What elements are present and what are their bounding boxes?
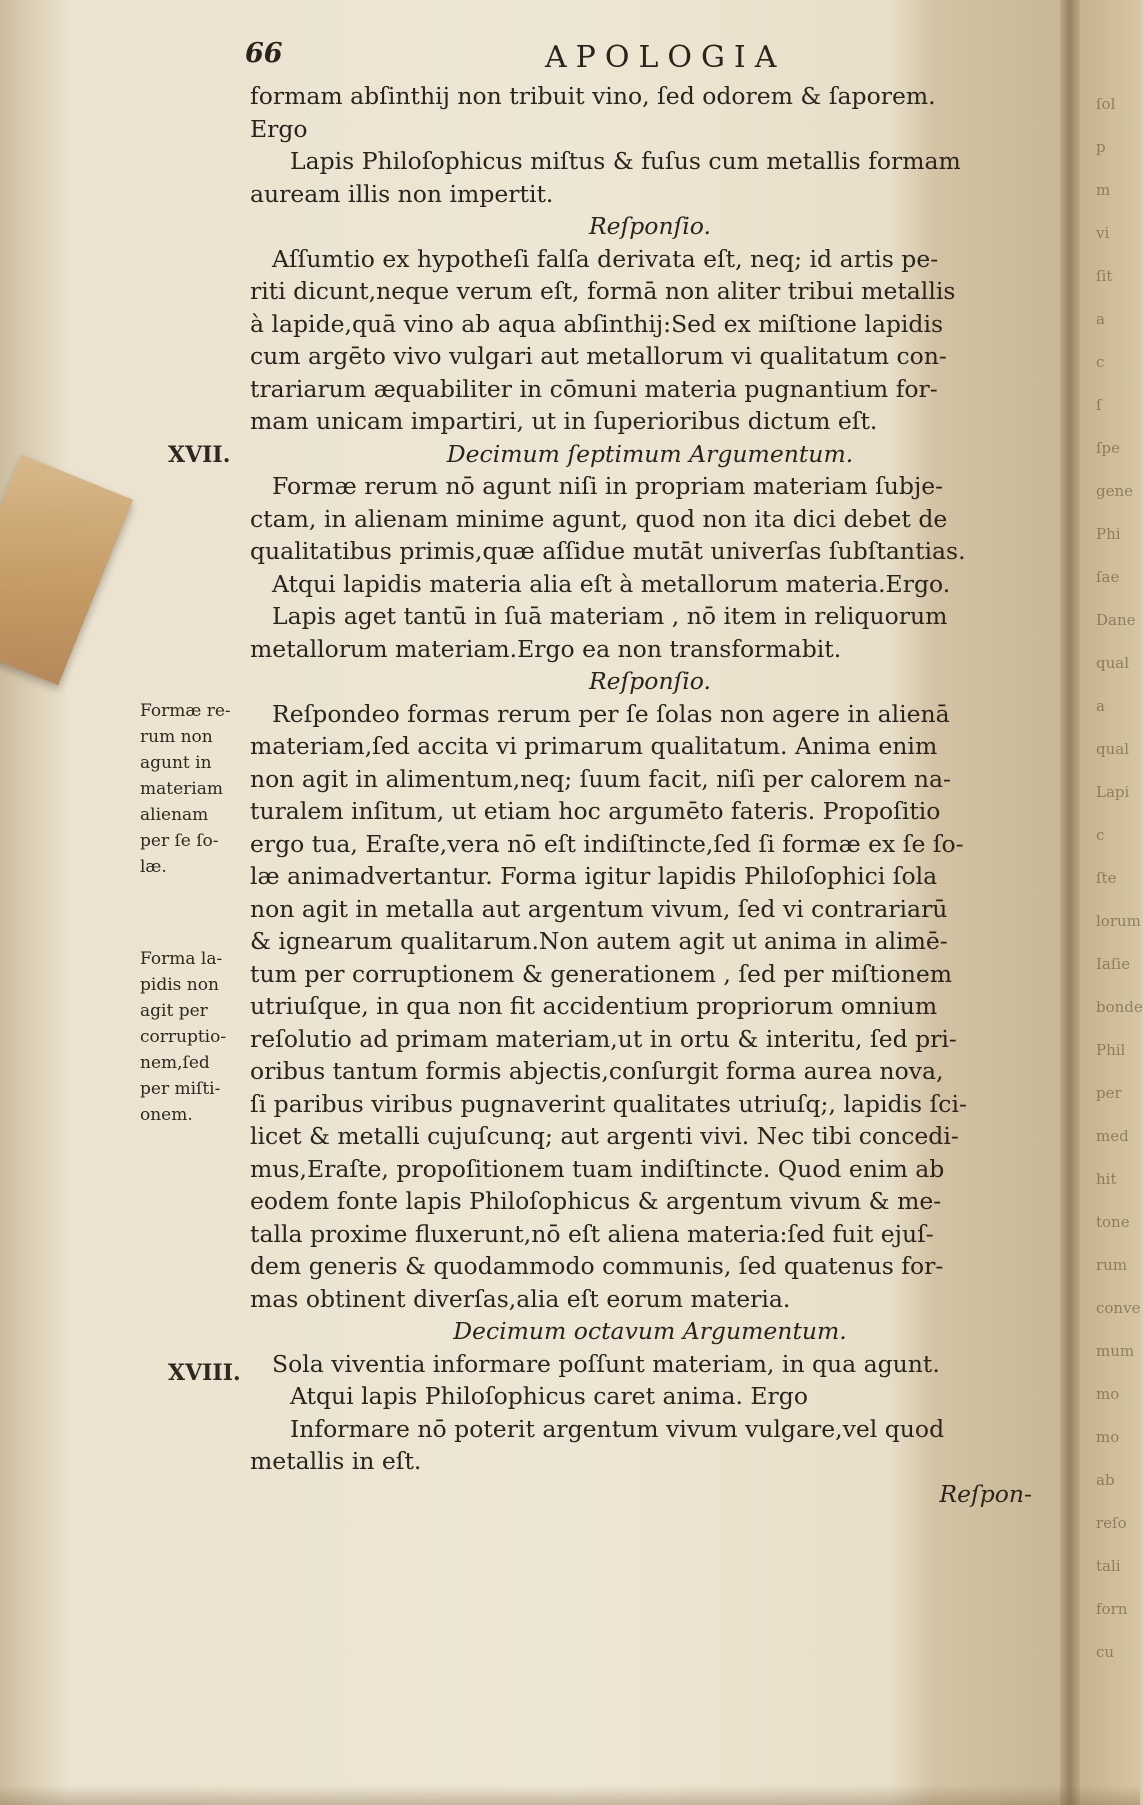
facing-page-fragment: bonde	[1096, 998, 1143, 1016]
margin-number-xvii: XVII.	[168, 442, 231, 468]
facing-page-fragment: ſit	[1096, 267, 1113, 285]
facing-page-fragment: gene	[1096, 482, 1134, 500]
text-line: non agit in metalla aut argentum vivum, ſed vi contrariarū	[250, 894, 948, 923]
facing-page-fragment: ſpe	[1096, 439, 1121, 457]
facing-page-fragment: qual	[1096, 654, 1130, 672]
facing-page-fragment: Dane	[1096, 611, 1136, 629]
bookmark-paper-strip	[0, 455, 133, 685]
margin-note-formae-rerum	[140, 698, 240, 880]
facing-page-edge	[1082, 0, 1143, 1805]
text-line: turalem inſitum, ut etiam hoc argumēto fateris. Propoſitio	[250, 797, 941, 825]
text-line: licet & metalli cujuſcunq; aut argenti vivi. Nec tibi concedi-	[250, 1122, 959, 1150]
text-line: tum per corruptionem & generationem , ſed per miſtionem	[250, 959, 953, 988]
facing-page-fragment: ab	[1096, 1471, 1115, 1489]
margin-note-line: agunt in	[140, 753, 212, 773]
facing-page-fragment: Lapi	[1096, 783, 1130, 801]
text-line: Lapis aget tantū in ſuā materiam , nō item in reliquorum	[272, 602, 948, 630]
facing-page-fragment: mo	[1096, 1428, 1120, 1446]
text-line: Sola viventia informare poſſunt materiam, in qua agunt.	[272, 1349, 940, 1378]
text-line: eodem fonte lapis Philoſophicus & argentum vivum & me-	[250, 1187, 942, 1215]
facing-page-fragment: m	[1096, 181, 1111, 199]
section-heading: Decimum ſeptimum Argumentum.	[446, 439, 854, 468]
facing-page-fragment: p	[1096, 138, 1106, 156]
facing-page-fragment: c	[1096, 353, 1105, 371]
facing-page-fragment: vi	[1096, 224, 1110, 242]
facing-page-fragment: cu	[1096, 1643, 1115, 1661]
facing-page-fragment: ſae	[1096, 568, 1120, 586]
facing-page-fragment: ſol	[1096, 95, 1116, 113]
facing-page-fragment: forn	[1096, 1600, 1128, 1618]
facing-page-fragment: c	[1096, 826, 1105, 844]
margin-note-line: agit per	[140, 1001, 208, 1021]
margin-note-line: alienam	[140, 805, 209, 825]
facing-page-fragment: tali	[1096, 1557, 1121, 1575]
text-line: Lapis Philoſophicus miſtus & fuſus cum metallis formam	[290, 147, 961, 175]
text-line: Reſpondeo formas rerum per ſe ſolas non agere in alienā	[272, 699, 950, 728]
text-line: materiam,ſed accita vi primarum qualitatum. Anima enim	[250, 732, 938, 760]
facing-page-fragment: mum	[1096, 1342, 1135, 1360]
text-line: metallorum materiam.Ergo ea non transformabit.	[250, 634, 842, 663]
text-line: Ergo	[250, 114, 308, 143]
facing-page-fragment: a	[1096, 697, 1105, 715]
facing-page-fragment: Phi	[1096, 525, 1121, 543]
text-line: cum argēto vivo vulgari aut metallorum vi qualitatum con-	[250, 342, 947, 370]
text-line: ſi paribus viribus pugnaverint qualitates utriuſq;, lapidis ſci-	[250, 1089, 967, 1118]
facing-page-fragment: tone	[1096, 1213, 1130, 1231]
margin-note-line: læ.	[140, 857, 167, 877]
facing-page-fragment: Iaſie	[1096, 955, 1131, 973]
section-heading: Reſponſio.	[588, 212, 712, 240]
running-title: APOLOGIA	[545, 40, 786, 75]
facing-page-fragment: hit	[1096, 1170, 1117, 1188]
margin-note-line: per miſti-	[140, 1079, 221, 1099]
text-line: Atqui lapidis materia alia eſt à metallorum materia.Ergo.	[272, 569, 951, 598]
facing-page-fragment: qual	[1096, 740, 1130, 758]
page-number: 66	[245, 38, 283, 69]
text-line: Informare nō poterit argentum vivum vulgare,vel quod	[290, 1414, 945, 1443]
text-line: ctam, in alienam minime agunt, quod non ita dici debet de	[250, 504, 948, 533]
text-line: Atqui lapis Philoſophicus caret anima. Ergo	[290, 1382, 808, 1410]
facing-page-fragment: a	[1096, 310, 1105, 328]
margin-note-line: materiam	[140, 779, 223, 799]
section-heading: Decimum octavum Argumentum.	[453, 1317, 847, 1345]
book-gutter	[1060, 0, 1080, 1805]
text-line: à lapide,quā vino ab aqua abſinthij:Sed ex miſtione lapidis	[250, 309, 944, 338]
facing-page-fragment: med	[1096, 1127, 1129, 1145]
text-line: mam unicam impartiri, ut in ſuperioribus dictum eſt.	[250, 407, 878, 435]
text-line: reſolutio ad primam materiam,ut in ortu & interitu, ſed pri-	[250, 1024, 957, 1053]
text-line: ergo tua, Eraſte,vera nō eſt indiſtincte,ſed ſi formæ ex ſe ſo-	[250, 829, 964, 858]
text-line: oribus tantum formis abjectis,conſurgit forma aurea nova,	[250, 1057, 944, 1085]
catchword: Reſpon-	[939, 1479, 1032, 1508]
margin-note-line: Formæ re-	[140, 701, 231, 721]
text-line: metallis in eſt.	[250, 1447, 422, 1475]
text-line: auream illis non impertit.	[250, 179, 554, 208]
text-line: & ignearum qualitarum.Non autem agit ut anima in alimē-	[250, 927, 948, 955]
margin-note-line: corruptio-	[140, 1027, 227, 1047]
facing-page-fragment: ſ	[1096, 396, 1102, 414]
margin-note-line: per ſe ſo-	[140, 831, 219, 851]
text-line: læ animadvertantur. Forma igitur lapidis Philoſophici ſola	[250, 862, 938, 890]
text-line: mas obtinent diverſas,alia eſt eorum materia.	[250, 1284, 791, 1313]
facing-page-fragment: per	[1096, 1084, 1122, 1102]
text-line: Aſſumtio ex hypotheſi falſa derivata eſt, neq; id artis pe-	[272, 244, 939, 273]
facing-page-fragment: ſte	[1096, 869, 1117, 887]
text-line: riti dicunt,neque verum eſt, formā non aliter tribui metallis	[250, 277, 956, 305]
margin-note-line: rum non	[140, 727, 213, 747]
facing-page-fragment: rum	[1096, 1256, 1128, 1274]
section-heading: Reſponſio.	[588, 667, 712, 695]
margin-note-line: pidis non	[140, 975, 219, 995]
page-header	[245, 38, 1045, 78]
margin-number-xviii: XVIII.	[168, 1360, 241, 1386]
text-line: Formæ rerum nō agunt niſi in propriam materiam ſubje-	[272, 472, 944, 500]
text-line: dem generis & quodammodo communis, ſed quatenus for-	[250, 1252, 944, 1280]
margin-note-forma-lapidis	[140, 946, 240, 1128]
facing-page-fragment: reſo	[1096, 1514, 1127, 1532]
text-line: utriuſque, in qua non fit accidentium propriorum omnium	[250, 992, 938, 1020]
text-line: trariarum æquabiliter in cōmuni materia pugnantium for-	[250, 374, 938, 403]
margin-note-line: Forma la-	[140, 949, 223, 969]
margin-note-line: nem,ſed	[140, 1053, 210, 1073]
facing-page-fragment: lorum	[1096, 912, 1141, 930]
text-line: qualitatibus primis,quæ aſſidue mutāt univerſas ſubſtantias.	[250, 537, 966, 565]
facing-page-fragment: conve	[1096, 1299, 1141, 1317]
margin-note-line: onem.	[140, 1105, 193, 1125]
main-text-block	[250, 80, 1050, 1510]
text-line: non agit in alimentum,neq; ſuum facit, niſi per calorem na-	[250, 764, 951, 793]
page-bottom-edge	[0, 1785, 1140, 1805]
text-line: talla proxime fluxerunt,nō eſt aliena materia:ſed fuit ejuſ-	[250, 1219, 934, 1248]
text-line: mus,Eraſte, propoſitionem tuam indiſtincte. Quod enim ab	[250, 1154, 945, 1183]
text-line: formam abſinthij non tribuit vino, ſed odorem & ſaporem.	[250, 82, 936, 110]
facing-page-fragment: mo	[1096, 1385, 1120, 1403]
facing-page-fragment: Phil	[1096, 1041, 1126, 1059]
